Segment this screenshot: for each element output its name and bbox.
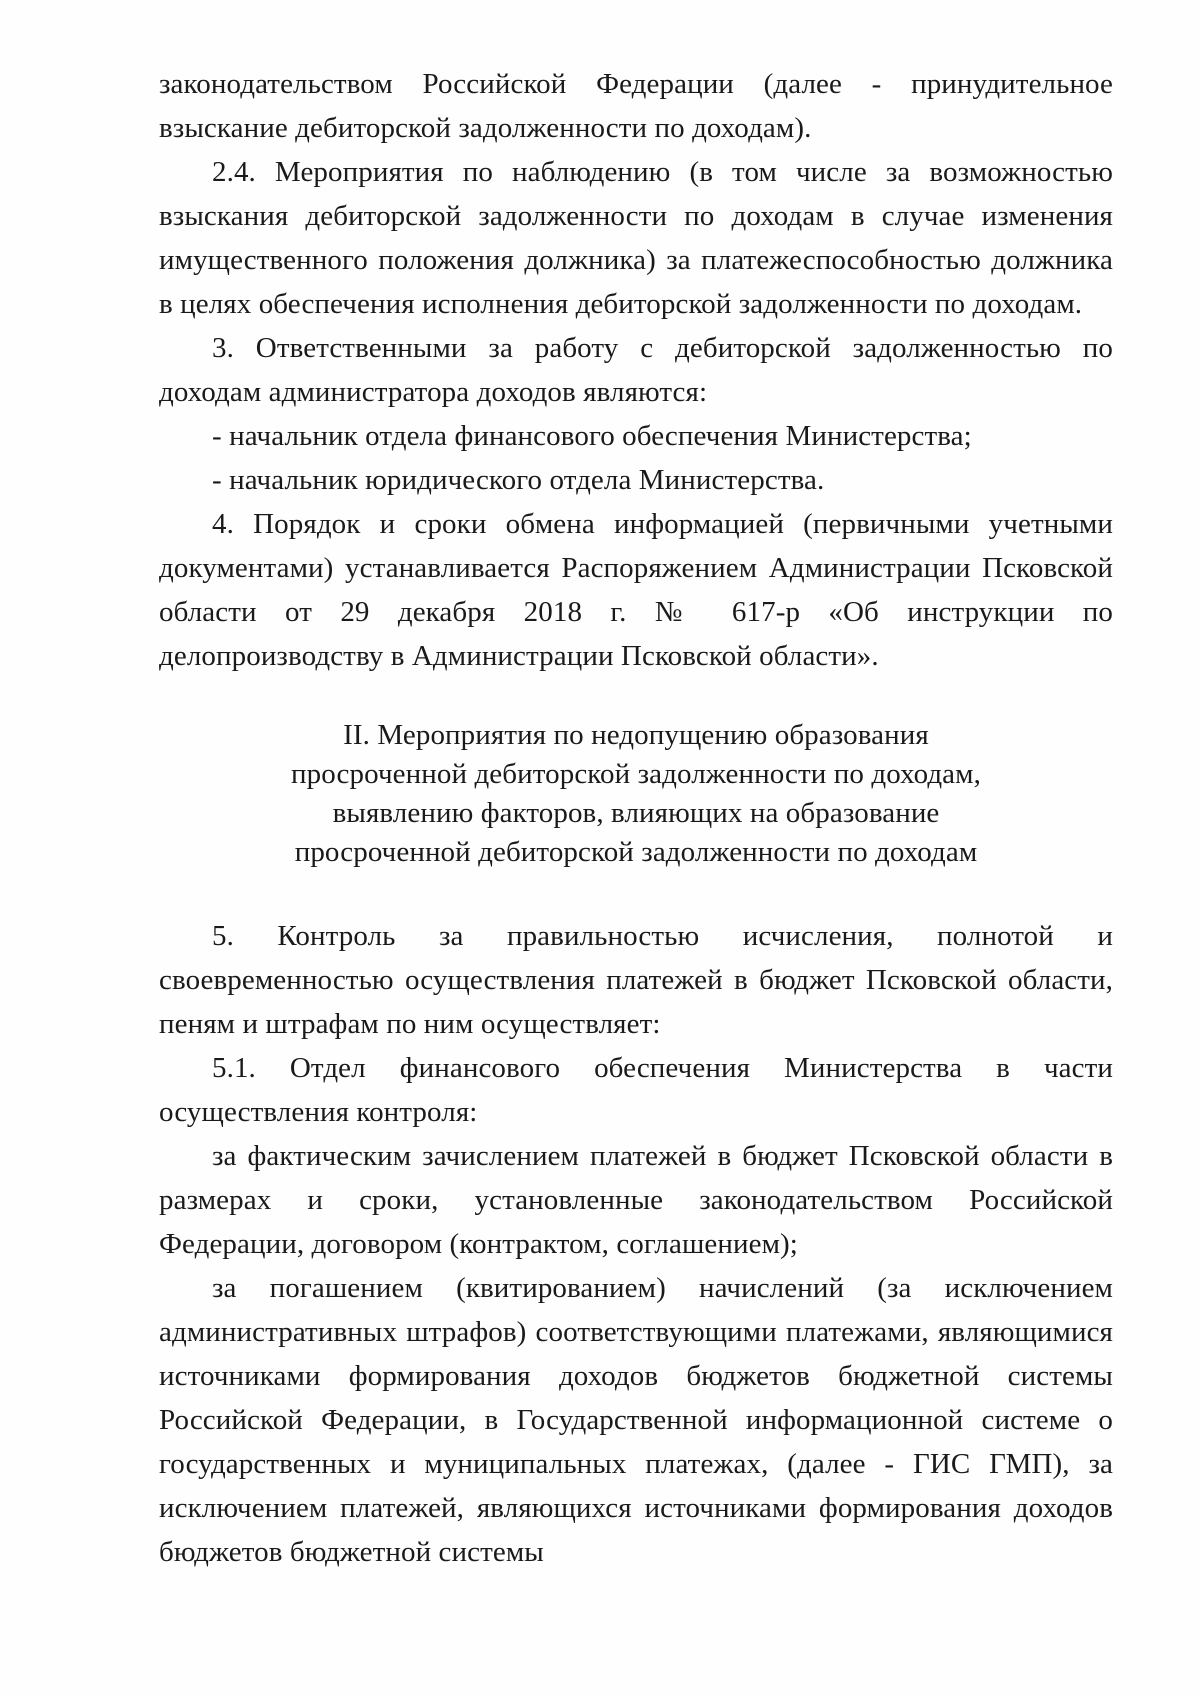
paragraph-5-1-quittance: за погашением (квитированием) начислений (за исключением административных штрафов) соответствующими платежами, являющимися источниками формирования доходов бюджетов бюджетной системы Российской Федерации, в Государственной информационной системе о государственных и муниципальных платежах, (далее - ГИС ГМП), за исключением платежей, являющихся источниками формирования доходов бюджетов бюджетной системы [159,1272,1113,1568]
paragraph-4: 4. Порядок и сроки обмена информацией (первичными учетными документами) устанавливается Распоряжением Администрации Псковской области от 29 декабря 2018 г. № 617-р «Об инструкции по делопроизводству в Администрации Псковской области». [159,508,1113,672]
paragraph-5-1-actual-crediting: за фактическим зачислением платежей в бюджет Псковской области в размерах и сроки, установленные законодательством Российской Федерации, договором (контрактом, соглашением); [159,1140,1113,1260]
paragraph-5: 5. Контроль за правильностью исчисления, полнотой и своевременностью осуществления платежей в бюджет Псковской области, пеням и штрафам по ним осуществляет: [159,920,1113,1040]
section-heading-line: II. Мероприятия по недопущению образования [343,719,929,751]
document-body [159,62,1113,1574]
responsible-item-legal: - начальник юридического отдела Министерства. [212,464,825,496]
paragraph-2-4: 2.4. Мероприятия по наблюдению (в том числе за возможностью взыскания дебиторской задолженности по доходам в случае изменения имущественного положения должника) за платежеспособностью должника в целях обеспечения исполнения дебиторской задолженности по доходам. [159,156,1113,320]
section-heading-line: выявлению факторов, влияющих на образование [332,797,940,829]
paragraph-5-1: 5.1. Отдел финансового обеспечения Министерства в части осуществления контроля: [159,1052,1113,1128]
section-heading-line: просроченной дебиторской задолженности по доходам, [291,758,981,790]
section-heading-line: просроченной дебиторской задолженности по доходам [294,836,978,868]
section-heading-ii [159,716,1113,872]
responsible-item-finance: - начальник отдела финансового обеспечения Министерства; [212,420,972,452]
paragraph-continuation: законодательством Российской Федерации (далее - принудительное взыскание дебиторской задолженности по доходам). [159,68,1113,144]
paragraph-3: 3. Ответственными за работу с дебиторской задолженностью по доходам администратора доходов являются: [159,332,1113,408]
